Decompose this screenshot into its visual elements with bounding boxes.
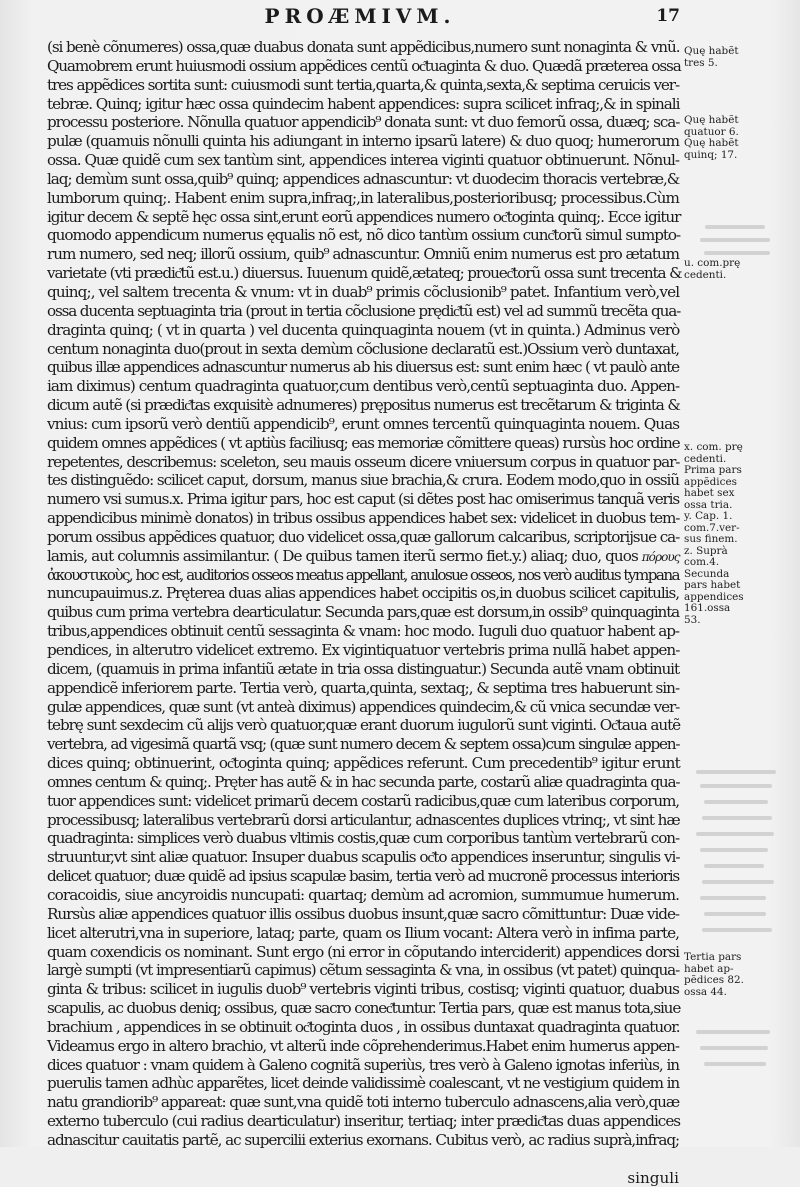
margin-note-line: Quę habẽt xyxy=(684,45,739,57)
margin-note-line: ossa 44. xyxy=(684,985,727,998)
margin-note xyxy=(684,115,776,161)
text-line: tribus,appendices obtinuit centũ sessaginta & vnam: hoc modo. Iuguli duo quatuor habent ap- xyxy=(47,622,679,641)
text-line: omnes centum & quinq;. Pręter has autẽ & in hac secunda parte, costarũ aliæ quadraginta qua- xyxy=(47,772,680,791)
text-line: quinq;, vel saltem trecenta & vnum: vt in duab⁹ primis cõclusionib⁹ patet. Infantium verò,vel xyxy=(47,282,680,301)
text-line: pendices, in alterutro videlicet extremo. Ex vigintiquatuor vertebris prima nullã habet appen- xyxy=(47,641,680,659)
text-line: ossa ducenta septuaginta tria (prout in tertia cõclusione prędic͂tũ est) vel ad summũ trecẽta qua- xyxy=(47,301,681,320)
margin-note-line: z. Suprà xyxy=(684,544,728,557)
text-line: largè sumpti (vt impresentiarũ capimus) cẽtum sessaginta & vna, in ossibus (vt patet) quinqua- xyxy=(47,961,680,980)
text-line: tes distinguẽdo: scilicet caput, dorsum, manus siue brachia,& crura. Eodem modo,quo in ossiũ xyxy=(47,471,679,490)
text-line: adnascitur cauitatis partẽ, ac supercilii exterius exornans. Cubitus verò, ac radius suprà,infraq; xyxy=(47,1130,679,1149)
page-number: 17 xyxy=(656,6,680,26)
margin-note-line: 53. xyxy=(684,613,701,626)
text-line: quam coxendicis os nominant. Sunt ergo (ni error in cõputando interciderit) appendices dorsi xyxy=(47,942,679,961)
margin-note xyxy=(684,442,776,626)
text-line: porum ossibus appẽdices quatuor, duo videlicet ossa,quæ gallorum calcaribus, scriptorijsue ca- xyxy=(47,527,680,546)
text-line: repetentes, describemus: sceleton, seu mauis osseum dicere vniuersum corpus in quatuor par- xyxy=(47,452,680,471)
text-line: tuor appendices sunt: videlicet primarũ decem costarũ radicibus,quæ cum lateribus corporum, xyxy=(47,791,679,810)
margin-note-line: Prima pars xyxy=(684,464,742,476)
text-line: quomodo appendicum numerus ęqualis nõ est, nõ dico tantùm ossium cunc͂torũ simul sumpto- xyxy=(47,226,681,245)
text-line: tebræ. Quinq; igitur hæc ossa quindecim habent appendices: supra scilicet infraq;,& in spinali xyxy=(47,94,680,113)
margin-note-line: com.4. xyxy=(684,556,720,568)
text-line: nuncupauimus.z. Pręterea duas alias appendices habet occipitis os,in duobus scilicet capitulis, xyxy=(47,584,680,603)
text-line: tebrę sunt sexdecim cũ alijs verò quatuor,quæ erant duorum iugulorũ sunt viginti. Oc͂taua autẽ xyxy=(47,716,681,735)
margin-note-line: quinq; 17. xyxy=(684,148,738,161)
page-header xyxy=(40,4,680,34)
margin-note-line: y. Cap. 1. xyxy=(684,510,733,522)
margin-note-line: ossa tria. xyxy=(684,498,733,511)
margin-note-line: pars habet xyxy=(684,579,741,591)
text-line: delicet quatuor; duæ quidẽ ad ipsius scapulæ basim, tertia verò ad mucronẽ processus interioris xyxy=(47,867,679,886)
text-line: numero vsi sumus.x. Prima igitur pars, hoc est caput (si dẽtes post hac omiserimus tanquã veris xyxy=(47,490,679,509)
text-line: scapulis, ac duobus deniq; ossibus, quæ sacro conec͂tuntur. Tertia pars, quæ est manus tota,siue xyxy=(47,999,681,1018)
body-text xyxy=(47,38,682,1187)
margin-note-line: Tertia pars xyxy=(684,951,742,963)
text-line: dicem, (quamuis in prima infantiũ ætate in tria ossa distinguatur.) Secunda autẽ vnam obtinuit xyxy=(47,659,679,678)
text-line: draginta quinq; ( vt in quarta ) vel ducenta quinquaginta nouem (vt in quinta.) Adminus verò xyxy=(47,320,680,339)
text-line xyxy=(47,1150,679,1169)
margin-note-line: com.7.ver- xyxy=(684,521,740,534)
margin-note-line: habet ap- xyxy=(684,962,734,975)
margin-note xyxy=(684,46,776,69)
text-line: ἀκουστικοὺς, hoc est, auditorios osseos meatus appellant, anulosue osseos, nos verò auditus tympana xyxy=(47,565,679,584)
margin-note xyxy=(684,258,776,281)
greek-word: πόρους xyxy=(641,549,680,564)
text-line: natu grandiorib⁹ appareat: quæ sunt,vna quidẽ toti interno tuberculo adnascens,alia verò,quæ xyxy=(47,1093,680,1112)
text-line: externo tuberculo (cui radius dearticulatur) inseritur, tertiaq; inter prædic͂tas duas appendices xyxy=(47,1112,681,1131)
text-line: appendicẽ inferiorem parte. Tertia verò, quarta,quinta, sextaq;, & septima tres habuerunt sin- xyxy=(47,678,680,697)
text-line: dicum autẽ (si prædic͂tas exquisitè adnumeres) prępositus numerus est trecẽtarum & triginta & xyxy=(47,396,680,415)
text-line: quibus cum prima vertebra dearticulatur. Secunda pars,quæ est dorsum,in ossib⁹ quinquaginta xyxy=(47,603,680,622)
margin-note-line: cedenti. xyxy=(684,452,727,465)
margin-note-line: Quę habẽt xyxy=(684,114,739,126)
text-line: licet alterutri,vna in superiore, lataq; parte, quam os Ilium vocant: Altera verò in infima parte, xyxy=(47,923,680,942)
text-line: vnius: cum ipsorũ verò dentiũ appendicib⁹, erunt omnes tercentũ quinquaginta nouem. Quas xyxy=(47,414,680,433)
catchword: singuli xyxy=(627,1168,679,1187)
margin-note-line: tres 5. xyxy=(684,56,718,69)
text-line: processu posteriore. Nõnulla quatuor appendicib⁹ donata sunt: vt duo femorũ ossa, duæq; sca- xyxy=(47,113,680,132)
text-line: brachium , appendices in se obtinuit oc͂toginta duos , in ossibus duntaxat quadraginta quatuor. xyxy=(47,1017,680,1036)
text-line: centum nonaginta duo(prout in sexta demùm cõclusione declaratũ est.)Ossium verò duntaxat, xyxy=(47,339,679,358)
text-line: vertebra, ad vigesimã quartã vsq; (quæ sunt numero decem & septem ossa)cum singulæ appen- xyxy=(47,735,680,754)
text-line xyxy=(47,547,679,566)
margin-note-line: cedenti. xyxy=(684,268,727,281)
text-line: Rursùs aliæ appendices quatuor illis ossibus duobus insunt,quæ sacro cõmittuntur: Duæ vide- xyxy=(47,904,679,923)
text-line: lumborum quinq;. Habent enim supra,infraq;,in lateralibus,posterioribusq; processibus.Cùm xyxy=(47,188,679,207)
text-line: quidem omnes appẽdices ( vt aptiùs faciliusq; eas memoriæ cõmittere queas) rursùs hoc ordine xyxy=(47,433,680,452)
text-line: igitur decem & septẽ hęc ossa sint,erunt eorũ appendices numero oc͂toginta quinq;. Ecce igitur xyxy=(47,207,681,226)
text-line: dices quinq; obtinuerint, oc͂toginta quinq; appẽdices referunt. Cum precedentib⁹ igitur erunt xyxy=(47,754,680,773)
margin-note-line: Quę habẽt xyxy=(684,137,739,149)
margin-note-line: appendices xyxy=(684,590,744,603)
text-line: Quamobrem erunt huiusmodi ossium appẽdices centũ oc͂tuaginta & duo. Quædã præterea ossa xyxy=(47,56,681,75)
text-line: Videamus ergo in altero brachio, vt alterũ inde cõprehenderimus.Habet enim humerus appen- xyxy=(47,1036,679,1055)
text-line: puerulis tamen adhùc apparẽtes, licet deinde validissimè coalescant, vt ne vestigium quidem in xyxy=(47,1074,680,1093)
text-line: (si benè cõnumeres) ossa,quæ duabus donata sunt appẽdicibus,numero sunt nonaginta & vnũ. xyxy=(47,38,680,56)
margin-note-line: u. com.prę xyxy=(684,257,741,269)
text-line-part: lamis, aut columnis assimilantur. ( De quibus tamen iterũ sermo fiet.y.) aliaq; duo, quos xyxy=(47,546,638,565)
text-line: rum numero, sed neq; illorũ ossium, quib⁹ adnascuntur. Omniũ enim numerus est pro ætatum xyxy=(47,245,679,264)
text-line: dices quatuor : vnam quidem à Galeno cognitã superiùs, tres verò à Galeno ignotas inferiùs, in xyxy=(47,1055,679,1074)
margin-note-line: habet sex xyxy=(684,487,735,499)
margin-note-line: sus finem. xyxy=(684,533,738,545)
text-line: coracoidis, siue ancyroidis nuncupati: quartaq; demùm ad acromion, summumue humerum. xyxy=(47,885,679,904)
text-line: laq; demùm sunt ossa,quib⁹ quinq; appendices adnascuntur: vt duodecim thoracis vertebræ,& xyxy=(47,169,680,188)
text-line: quibus illæ appendices adnascuntur numerus ab his diuersus est: sunt enim hæc ( vt paulò ante xyxy=(47,358,679,377)
margin-note-line: appẽdices xyxy=(684,475,737,488)
margin-note-line: pẽdices 82. xyxy=(684,974,744,986)
margin-note xyxy=(684,952,776,998)
text-line: processibusq; lateralibus vertebrarũ dorsi articulantur, adnascentes duplices vtrinq;, vt sint hæ xyxy=(47,810,680,829)
text-line: gulæ appendices, quæ sunt (vt anteà diximus) appendices quindecim,& cũ vnica secundæ ver- xyxy=(47,697,680,716)
text-line: varietate (vti prædic͂tũ est.u.) diuersus. Iuuenum quidẽ,ætateq; prouec͂torũ ossa sunt trecenta & xyxy=(47,264,682,283)
margin-note-line: 161.ossa xyxy=(684,602,731,614)
running-head: PROÆMIVM. xyxy=(264,4,456,28)
text-line: pulæ (quamuis nõnulli quinta his adiungant in interno ipsarũ latere) & duo quoq; humerorum xyxy=(47,132,680,151)
margin-note-line: x. com. prę xyxy=(684,441,743,453)
text-line: quadraginta: simplices verò duabus vltimis costis,quæ cum corporibus tantùm vertebrarũ con- xyxy=(47,829,680,848)
text-line: ossa. Quæ quidẽ cum sex tantùm sint, appendices interea viginti quatuor obtinuerunt. Nõnul- xyxy=(47,151,679,170)
text-line: appendicibus minimè donatos) in tribus ossibus appendices habet sex: videlicet in duobus tem- xyxy=(47,509,680,528)
text-line: tres appẽdices sortita sunt: cuiusmodi sunt tertia,quarta,& quinta,sexta,& septima ceruicis ver- xyxy=(47,75,679,94)
text-line: struuntur,vt sint aliæ quatuor. Insuper duabus scapulis oc͂to appendices inseruntur, singulis vi- xyxy=(47,848,680,867)
margin-note-line: quatuor 6. xyxy=(684,125,739,138)
text-line: iam diximus) centum quadraginta quatuor,cum dentibus verò,centũ septuaginta duo. Appen- xyxy=(47,377,680,396)
margin-note-line: Secunda xyxy=(684,567,730,580)
text-line: ginta & tribus: scilicet in iugulis duob⁹ vertebris viginti tribus, costisq; viginti quatuor, duabus xyxy=(47,980,679,999)
